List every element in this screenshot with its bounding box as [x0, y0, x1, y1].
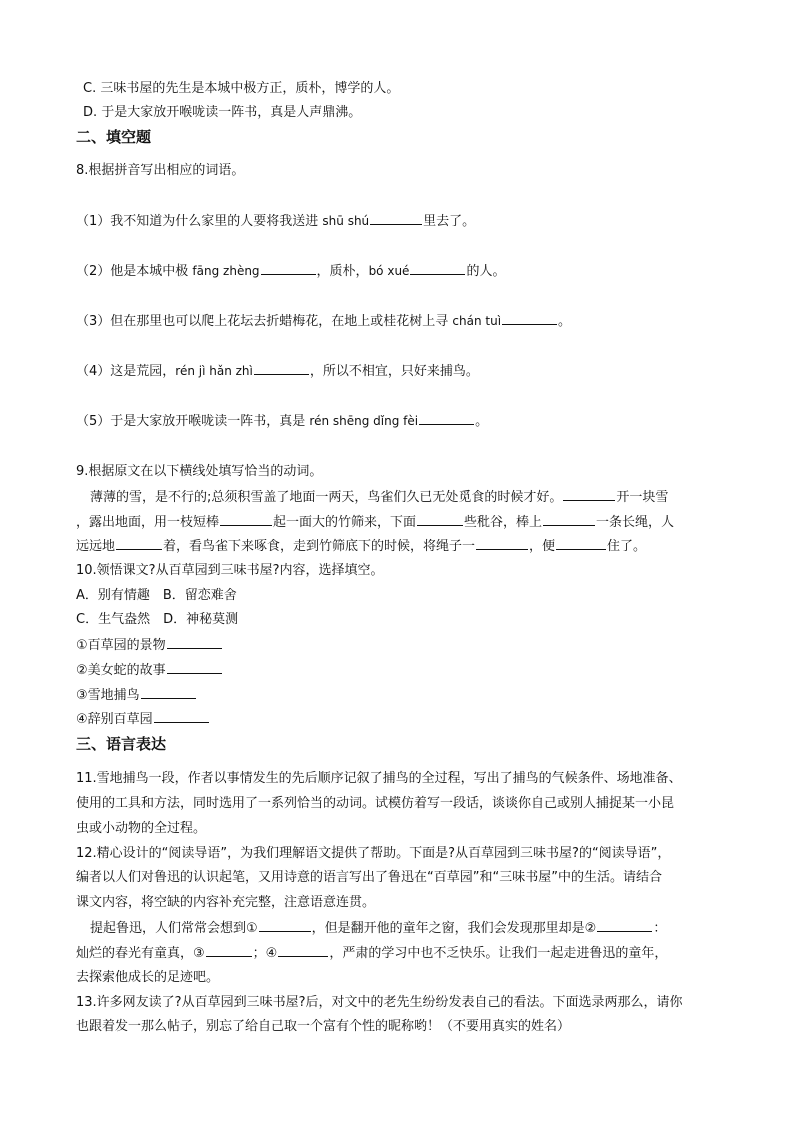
- q12-text: ，严肃的学习中也不乏快乐。让我们一起走进鲁迅的童年，: [329, 946, 668, 961]
- q12-text: ：: [653, 921, 667, 936]
- q9-text: 开一块雪: [616, 490, 669, 505]
- q8-item-2-mid: ，质朴，: [316, 264, 369, 279]
- answer-blank[interactable]: [116, 537, 162, 550]
- answer-blank[interactable]: [543, 513, 595, 526]
- section-3-heading: 三、语言表达: [76, 735, 167, 753]
- answer-blank[interactable]: [220, 513, 272, 526]
- q9-passage-line-3: [76, 537, 726, 556]
- q8-item-3-end: 。: [558, 314, 572, 329]
- q9-text: 些秕谷，棒上: [464, 515, 543, 530]
- answer-blank[interactable]: [556, 537, 606, 550]
- q10-item-text: ①百草园的景物: [76, 638, 166, 653]
- q8-item-3-text: （3）但在那里也可以爬上花坛去折蜡梅花，在地上或桂花树上寻: [76, 314, 449, 329]
- answer-blank[interactable]: [597, 919, 652, 932]
- answer-blank[interactable]: [167, 661, 222, 674]
- q9-text: ，便: [529, 539, 556, 554]
- answer-blank[interactable]: [476, 537, 528, 550]
- q8-item-4-end: ，所以不相宜，只好来捕鸟。: [309, 364, 479, 379]
- answer-blank[interactable]: [141, 686, 196, 699]
- pinyin: bó xué: [368, 264, 410, 278]
- q10-item-text: ②美女蛇的故事: [76, 663, 166, 678]
- q12-text: ，但是翻开他的童年之窗，我们会发现那里却是②: [311, 921, 597, 936]
- q8-item-4: [76, 362, 726, 381]
- q12-line-1: 12.精心设计的“阅读导语”，为我们理解语文提供了帮助。下面是?从百草园到三味书屋?的“阅读导语”，: [76, 846, 671, 861]
- pinyin: shū shú: [322, 214, 370, 228]
- answer-blank[interactable]: [154, 710, 209, 723]
- answer-blank[interactable]: [502, 312, 557, 325]
- q8-item-1: [76, 212, 726, 231]
- q9-passage-line-1: [90, 488, 740, 507]
- answer-blank[interactable]: [254, 362, 309, 375]
- q9-title: 9.根据原文在以下横线处填写恰当的动词。: [76, 464, 323, 479]
- pinyin: rén shēng dǐng fèi: [309, 414, 419, 428]
- answer-blank[interactable]: [259, 919, 311, 932]
- q8-title: 8.根据拼音写出相应的词语。: [76, 163, 245, 178]
- answer-blank[interactable]: [167, 636, 222, 649]
- q9-text: 起一面大的竹筛来，下面: [273, 515, 417, 530]
- answer-blank[interactable]: [278, 944, 328, 957]
- pinyin: rén jì hǎn zhì: [175, 364, 253, 378]
- q9-text: 一条长绳，人: [596, 515, 675, 530]
- q12-passage-line-1: [90, 919, 740, 938]
- q9-text: 住了。: [607, 539, 647, 554]
- q8-item-5-end: 。: [475, 414, 489, 429]
- q8-item-5-text: （5）于是大家放开喉咙读一阵书，真是: [76, 414, 306, 429]
- q9-text: ，露出地面，用一枝短棒: [76, 515, 220, 530]
- q11-line-3: 虫或小动物的全过程。: [76, 821, 207, 836]
- q8-item-2: [76, 262, 726, 281]
- q10-item-3: [76, 686, 726, 705]
- q11-line-1: 11.雪地捕鸟一段，作者以事情发生的先后顺序记叙了捕鸟的全过程，写出了捕鸟的气候条件、场地准备、: [76, 771, 682, 786]
- answer-blank[interactable]: [417, 513, 463, 526]
- q9-text: 着，看鸟雀下来啄食，走到竹筛底下的时候，将绳子一: [163, 539, 476, 554]
- section-2-heading: 二、填空题: [76, 128, 152, 146]
- option-c: C. 三味书屋的先生是本城中极方正，质朴，博学的人。: [83, 81, 400, 96]
- q10-title: 10.领悟课文?从百草园到三味书屋?内容，选择填空。: [76, 563, 384, 578]
- q8-item-4-text: （4）这是荒园，: [76, 364, 176, 379]
- pinyin: chán tuì: [452, 314, 502, 328]
- q10-item-1: [76, 636, 726, 655]
- q12-text: ；④: [252, 946, 278, 961]
- q8-item-1-text: （1）我不知道为什么家里的人要将我送进: [76, 214, 319, 229]
- answer-blank[interactable]: [563, 488, 615, 501]
- q10-item-text: ④辞别百草园: [76, 712, 153, 727]
- q12-text: 提起鲁迅，人们常常会想到①: [90, 921, 258, 936]
- pinyin: fāng zhèng: [192, 264, 260, 278]
- answer-blank[interactable]: [261, 262, 316, 275]
- q10-options-row-1: A．别有情趣 B．留恋难舍: [76, 588, 237, 603]
- q9-text: 薄薄的雪，是不行的;总须积雪盖了地面一两天，鸟雀们久已无处觅食的时候才好。: [90, 490, 563, 505]
- q10-options-row-2: C．生气盎然 D．神秘莫测: [76, 612, 239, 627]
- option-d: D. 于是大家放开喉咙读一阵书，真是人声鼎沸。: [83, 105, 362, 120]
- answer-blank[interactable]: [206, 944, 252, 957]
- q12-text: 灿烂的春光有童真，③: [76, 946, 205, 961]
- q11-line-2: 使用的工具和方法，同时选用了一系列恰当的动词。试模仿着写一段话，谈谈你自己或别人捕捉某一小昆: [76, 796, 675, 811]
- q12-line-2: 编者以人们对鲁迅的认识起笔，又用诗意的语言写出了鲁迅在“百草园”和“三味书屋”中的生活。请结合: [76, 870, 662, 885]
- q12-passage-line-3: 去探索他成长的足迹吧。: [76, 970, 220, 985]
- q9-text: 远远地: [76, 539, 116, 554]
- q8-item-3: [76, 312, 726, 331]
- q12-passage-line-2: [76, 944, 726, 963]
- answer-blank[interactable]: [419, 412, 474, 425]
- q9-passage-line-2: [76, 513, 726, 532]
- q10-item-2: [76, 661, 726, 680]
- q13-line-2: 也跟着发一那么帖子，别忘了给自己取一个富有个性的昵称哟！（不要用真实的姓名）: [76, 1019, 571, 1034]
- q13-line-1: 13.许多网友读了?从百草园到三味书屋?后，对文中的老先生纷纷发表自己的看法。下面选录两那么，请你: [76, 995, 683, 1010]
- q8-item-5: [76, 412, 726, 431]
- answer-blank[interactable]: [410, 262, 465, 275]
- answer-blank[interactable]: [370, 212, 422, 225]
- q8-item-1-end: 里去了。: [423, 214, 476, 229]
- q12-line-3: 课文内容，将空缺的内容补充完整，注意语意连贯。: [76, 895, 376, 910]
- q10-item-text: ③雪地捕鸟: [76, 688, 140, 703]
- q10-item-4: [76, 710, 726, 729]
- q8-item-2-end: 的人。: [466, 264, 506, 279]
- q8-item-2-text: （2）他是本城中极: [76, 264, 189, 279]
